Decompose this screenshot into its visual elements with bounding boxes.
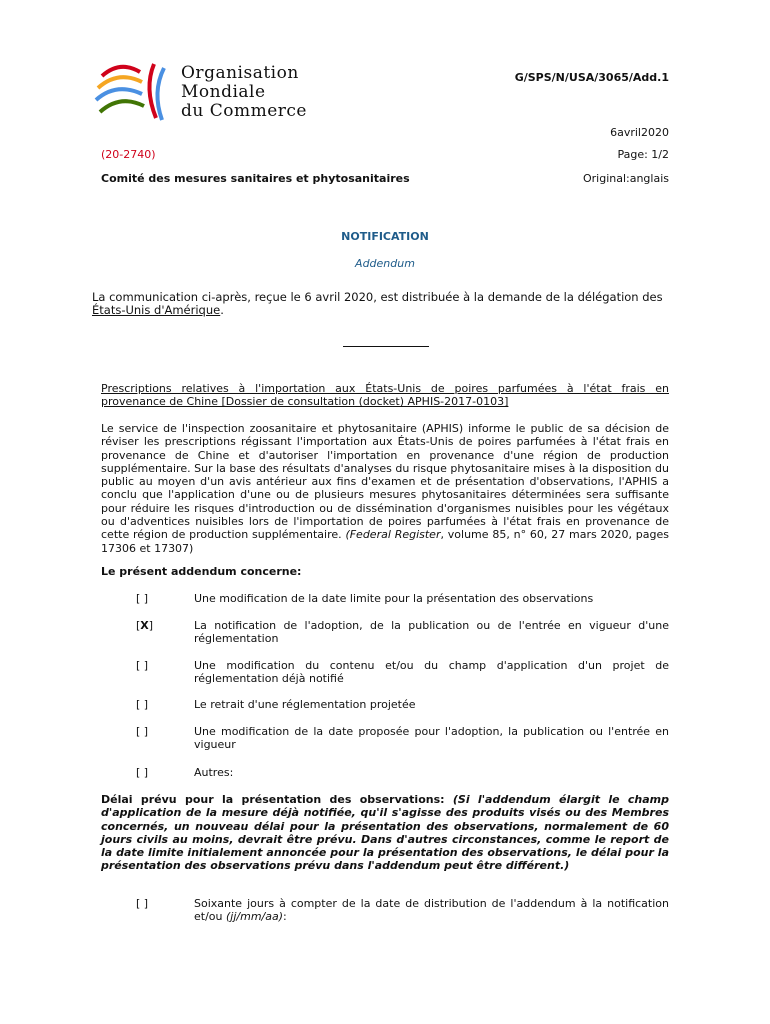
subject-body [101,422,669,555]
original-language: Original:anglais [582,172,669,185]
org-name-line3: du Commerce [181,101,307,121]
intro-text: La communication ci-après, reçue le 6 avril 2020, est distribuée à la demande de la délégation des [92,290,663,304]
concern-item-2: La notification de l'adoption, de la publication ou de l'entrée en vigueur d'une réglementation [194,619,669,646]
deadline-option-end: : [283,910,287,924]
addendum-title: Addendum [355,257,415,270]
doc-reference: (20-2740) [101,148,156,161]
notification-title: NOTIFICATION [341,230,429,243]
separator-line [343,346,429,347]
doc-symbol: G/SPS/N/USA/3065/Add.1 [514,71,669,84]
concern-item-5: Une modification de la date proposée pour l'adoption, la publication ou l'entrée en vigueur [194,725,669,752]
wto-logo-icon [92,58,172,128]
checkbox-3: [ ] [136,659,149,672]
checkbox-4: [ ] [136,698,149,711]
checkbox-2-mark: X [140,619,149,632]
deadline-paragraph [101,793,669,873]
deadline-option-text: Soixante jours à compter de la date de distribution de l'addendum à la notification et/ou [194,897,669,924]
deadline-option [194,897,669,924]
intro-paragraph [92,291,677,318]
concern-item-1: Une modification de la date limite pour la présentation des observations [194,592,594,605]
concern-item-6: Autres: [194,766,234,779]
subject-title-line2: provenance de Chine [Dossier de consultation (docket) APHIS-2017-0103] [101,395,509,408]
checkbox-5: [ ] [136,725,149,738]
deadline-heading: Délai prévu pour la présentation des observations: [101,793,445,806]
subject-title-line1: Prescriptions relatives à l'importation aux États-Unis de poires parfumées à l'état frais en [101,382,669,395]
checkbox-deadline: [ ] [136,897,149,910]
concern-item-4: Le retrait d'une réglementation projetée [194,698,416,711]
subject-body-text: Le service de l'inspection zoosanitaire et phytosanitaire (APHIS) informe le public de sa décision de réviser les prescriptions régissant l'importation aux États-Unis de poires parfumées à l'état frais en provenance de Chine et d'autoriser l'importation en provenance d'une région de production supplémentaire. Sur la base des résultats d'analyses du risque phytosanitaire mises à la disposition du public au moyen d'un avis antérieur aux fins d'examen et de présentation d'observations, l'APHIS a conclu que l'application d'une ou de plusieurs mesures phytosanitaires déterminées sera suffisante pour réduire les risques d'introduction ou de dissémination d'organismes nuisibles pour les végétaux ou d'adventices nuisibles lors de l'importation de poires parfumées à l'état frais en provenance de cette région de production supplémentaire. [101,422,669,542]
concerns-heading: Le présent addendum concerne: [101,565,302,578]
committee-name: Comité des mesures sanitaires et phytosanitaires [101,172,410,185]
concern-item-3: Une modification du contenu et/ou du champ d'application d'un projet de réglementation déjà notifié [194,659,669,686]
intro-country: États-Unis d'Amérique [92,303,221,318]
citation-rest: , volume 85, n° 60, 27 mars 2020, pages 17306 et 17307) [101,528,669,555]
citation-italic: (Federal Register [345,528,441,542]
checkbox-2: [X] [136,619,154,632]
intro-end: . [220,303,224,318]
org-name-line1: Organisation [181,63,299,83]
deadline-italic: (Si l'addendum élargit le champ d'application de la mesure déjà notifiée, qu'il s'agisse des produits visés ou des Membres concernés, un nouveau délai pour la présentation des observations, normalement de 60 jours civils au moins, devrait être prévu. Dans d'autres circonstances, comme le report de la date limite initialement annoncée pour la présentation des observations, le délai pour la présentation des observations prévu dans l'addendum peut être différent.) [101,793,669,873]
page-number: Page: 1/2 [617,148,669,161]
org-name-line2: Mondiale [181,82,266,102]
deadline-option-italic: (jj/mm/aa) [226,910,284,924]
checkbox-6: [ ] [136,766,149,779]
doc-date: 6avril2020 [610,126,669,139]
checkbox-1: [ ] [136,592,149,605]
